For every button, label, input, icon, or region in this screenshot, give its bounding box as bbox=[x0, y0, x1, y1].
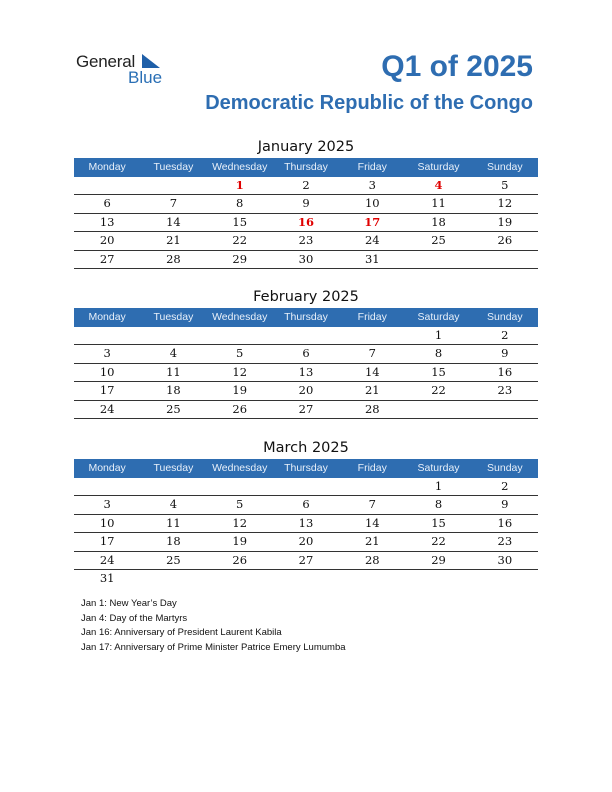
day-cell bbox=[74, 478, 140, 495]
day-cell: 26 bbox=[232, 552, 248, 567]
day-cell: 11 bbox=[166, 364, 181, 379]
logo-blue-text: Blue bbox=[128, 68, 163, 87]
day-cell: 26 bbox=[232, 401, 248, 416]
day-cell: 10 bbox=[99, 515, 115, 530]
day-cell bbox=[140, 177, 206, 194]
logo-general-text: General bbox=[76, 52, 136, 71]
day-cell: 1 bbox=[235, 178, 244, 192]
day-cell: 23 bbox=[497, 534, 513, 549]
day-cell: 8 bbox=[434, 346, 443, 361]
week-row bbox=[74, 177, 538, 195]
day-cell: 24 bbox=[99, 552, 115, 567]
day-cell: 9 bbox=[302, 196, 310, 211]
weekday-label: Thursday bbox=[284, 462, 328, 474]
day-cell bbox=[339, 327, 405, 344]
week-row bbox=[74, 232, 538, 250]
day-cell: 5 bbox=[236, 346, 244, 361]
day-cell: 12 bbox=[232, 515, 248, 530]
weekday-label: Tuesday bbox=[153, 161, 194, 173]
holiday-note: Jan 1: New Year’s Day bbox=[81, 598, 177, 609]
day-cell: 23 bbox=[298, 233, 314, 248]
day-cell: 1 bbox=[434, 479, 443, 493]
day-cell: 9 bbox=[501, 497, 509, 512]
weekday-label: Sunday bbox=[487, 462, 523, 474]
day-cell bbox=[140, 327, 206, 344]
weekday-label: Tuesday bbox=[153, 311, 194, 323]
weekday-label: Friday bbox=[357, 311, 387, 323]
weekday-header bbox=[74, 308, 538, 327]
day-cell: 21 bbox=[166, 233, 181, 248]
day-cell: 5 bbox=[236, 497, 244, 512]
day-cell: 22 bbox=[431, 383, 446, 398]
day-cell: 27 bbox=[298, 552, 314, 567]
week-row bbox=[74, 345, 538, 363]
day-cell: 26 bbox=[497, 233, 513, 248]
day-cell bbox=[273, 327, 339, 344]
day-cell: 28 bbox=[166, 251, 181, 266]
day-cell: 15 bbox=[431, 364, 446, 379]
day-cell: 7 bbox=[368, 346, 376, 361]
day-cell: 25 bbox=[431, 233, 446, 248]
day-cell: 7 bbox=[169, 196, 178, 211]
day-cell: 22 bbox=[232, 233, 248, 248]
weekday-label: Friday bbox=[357, 161, 387, 173]
day-cell: 12 bbox=[232, 364, 248, 379]
weekday-header bbox=[74, 158, 538, 177]
day-cell: 18 bbox=[166, 534, 181, 549]
day-cell: 22 bbox=[431, 534, 446, 549]
day-cell bbox=[472, 570, 538, 587]
day-cell: 25 bbox=[166, 552, 181, 567]
day-cell: 13 bbox=[99, 214, 115, 229]
weekday-label: Saturday bbox=[417, 311, 460, 323]
week-row bbox=[74, 401, 538, 419]
day-cell: 17 bbox=[99, 383, 115, 398]
day-cell: 16 bbox=[297, 214, 314, 229]
logo bbox=[76, 52, 176, 92]
day-cell: 30 bbox=[298, 251, 314, 266]
day-cell bbox=[140, 478, 206, 495]
day-cell: 16 bbox=[497, 364, 513, 379]
day-cell: 30 bbox=[497, 552, 513, 567]
day-cell: 21 bbox=[364, 383, 380, 398]
day-cell bbox=[273, 570, 339, 587]
week-row bbox=[74, 251, 538, 269]
day-cell bbox=[273, 478, 339, 495]
day-cell: 19 bbox=[232, 383, 248, 398]
day-cell: 6 bbox=[302, 497, 310, 512]
holiday-notes bbox=[81, 597, 346, 655]
day-cell bbox=[405, 401, 471, 418]
day-cell bbox=[207, 327, 273, 344]
day-cell: 29 bbox=[232, 251, 248, 266]
day-cell bbox=[207, 478, 273, 495]
day-cell: 2 bbox=[302, 178, 310, 192]
week-row bbox=[74, 195, 538, 213]
weekday-label: Wednesday bbox=[212, 462, 268, 474]
week-row bbox=[74, 515, 538, 533]
day-cell: 3 bbox=[103, 497, 111, 512]
weekday-label: Sunday bbox=[487, 311, 523, 323]
month-calendar bbox=[74, 437, 538, 587]
month-name: March 2025 bbox=[263, 440, 349, 456]
day-cell: 28 bbox=[364, 552, 380, 567]
day-cell bbox=[405, 570, 471, 587]
day-cell: 18 bbox=[431, 214, 446, 229]
logo-flag-icon bbox=[142, 54, 160, 68]
week-row bbox=[74, 478, 538, 496]
day-cell bbox=[339, 570, 405, 587]
day-cell: 11 bbox=[166, 515, 181, 530]
day-cell: 24 bbox=[99, 401, 115, 416]
day-cell: 2 bbox=[501, 328, 509, 342]
day-cell: 9 bbox=[501, 346, 509, 361]
day-cell: 14 bbox=[364, 515, 380, 530]
month-name: February 2025 bbox=[253, 289, 359, 305]
day-cell: 5 bbox=[501, 178, 509, 192]
day-cell: 19 bbox=[497, 214, 513, 229]
week-row bbox=[74, 214, 538, 232]
holiday-note: Jan 4: Day of the Martyrs bbox=[81, 612, 188, 624]
day-cell: 20 bbox=[99, 233, 115, 248]
week-row bbox=[74, 496, 538, 514]
day-cell: 27 bbox=[298, 401, 314, 416]
day-cell: 11 bbox=[431, 196, 446, 211]
day-cell: 31 bbox=[99, 570, 115, 585]
day-cell: 19 bbox=[232, 534, 248, 549]
day-cell: 17 bbox=[364, 214, 381, 229]
day-cell: 24 bbox=[364, 233, 380, 248]
day-cell: 6 bbox=[103, 196, 111, 211]
day-cell: 4 bbox=[169, 346, 178, 361]
day-cell: 1 bbox=[434, 328, 443, 342]
week-row bbox=[74, 570, 538, 587]
weekday-label: Sunday bbox=[487, 161, 523, 173]
day-cell: 25 bbox=[166, 401, 181, 416]
day-cell: 16 bbox=[497, 515, 513, 530]
day-cell: 15 bbox=[431, 515, 446, 530]
week-row bbox=[74, 364, 538, 382]
day-cell: 17 bbox=[99, 534, 115, 549]
day-cell: 20 bbox=[298, 383, 314, 398]
day-cell: 3 bbox=[103, 346, 111, 361]
day-cell: 3 bbox=[368, 178, 376, 192]
day-cell: 7 bbox=[368, 497, 376, 512]
week-row bbox=[74, 552, 538, 570]
page-title: Q1 of 2025 bbox=[381, 50, 533, 83]
day-cell bbox=[74, 177, 140, 194]
day-cell: 14 bbox=[364, 364, 380, 379]
day-cell: 10 bbox=[99, 364, 115, 379]
day-cell: 15 bbox=[232, 214, 248, 229]
holiday-note: Jan 17: Anniversary of Prime Minister Patrice Emery Lumumba bbox=[81, 641, 346, 653]
day-cell: 14 bbox=[166, 214, 181, 229]
day-cell: 23 bbox=[497, 383, 513, 398]
day-cell bbox=[472, 251, 538, 268]
weekday-label: Thursday bbox=[284, 161, 328, 173]
weekday-label: Monday bbox=[88, 161, 126, 173]
weekday-label: Monday bbox=[88, 462, 126, 474]
day-cell: 2 bbox=[501, 479, 509, 493]
day-cell: 12 bbox=[497, 196, 513, 211]
day-cell: 10 bbox=[364, 196, 380, 211]
day-cell: 6 bbox=[302, 346, 310, 361]
weekday-label: Saturday bbox=[417, 462, 460, 474]
day-cell: 29 bbox=[431, 552, 446, 567]
weekday-header bbox=[74, 459, 538, 478]
day-cell: 20 bbox=[298, 534, 314, 549]
day-cell: 4 bbox=[169, 497, 178, 512]
weekday-label: Wednesday bbox=[212, 311, 268, 323]
day-cell: 18 bbox=[166, 383, 181, 398]
day-cell bbox=[472, 401, 538, 418]
day-cell: 4 bbox=[434, 178, 443, 192]
day-cell: 28 bbox=[364, 401, 380, 416]
holiday-note: Jan 16: Anniversary of President Laurent Kabila bbox=[81, 627, 282, 638]
page-subtitle: Democratic Republic of the Congo bbox=[205, 92, 533, 114]
day-cell bbox=[405, 251, 471, 268]
week-row bbox=[74, 327, 538, 345]
week-row bbox=[74, 533, 538, 551]
day-cell bbox=[207, 570, 273, 587]
day-cell: 21 bbox=[364, 534, 380, 549]
day-cell bbox=[140, 570, 206, 587]
day-cell: 27 bbox=[99, 251, 115, 266]
day-cell: 8 bbox=[434, 497, 443, 512]
day-cell: 8 bbox=[236, 196, 244, 211]
month-calendar bbox=[74, 286, 538, 419]
day-cell: 31 bbox=[364, 251, 380, 266]
weekday-label: Thursday bbox=[284, 311, 328, 323]
weekday-label: Wednesday bbox=[212, 161, 268, 173]
weekday-label: Saturday bbox=[417, 161, 460, 173]
month-name: January 2025 bbox=[257, 139, 355, 155]
day-cell bbox=[74, 327, 140, 344]
day-cell: 13 bbox=[298, 515, 314, 530]
week-row bbox=[74, 382, 538, 400]
weekday-label: Friday bbox=[357, 462, 387, 474]
day-cell bbox=[339, 478, 405, 495]
weekday-label: Tuesday bbox=[153, 462, 194, 474]
day-cell: 13 bbox=[298, 364, 314, 379]
month-calendar bbox=[74, 136, 538, 269]
weekday-label: Monday bbox=[88, 311, 126, 323]
